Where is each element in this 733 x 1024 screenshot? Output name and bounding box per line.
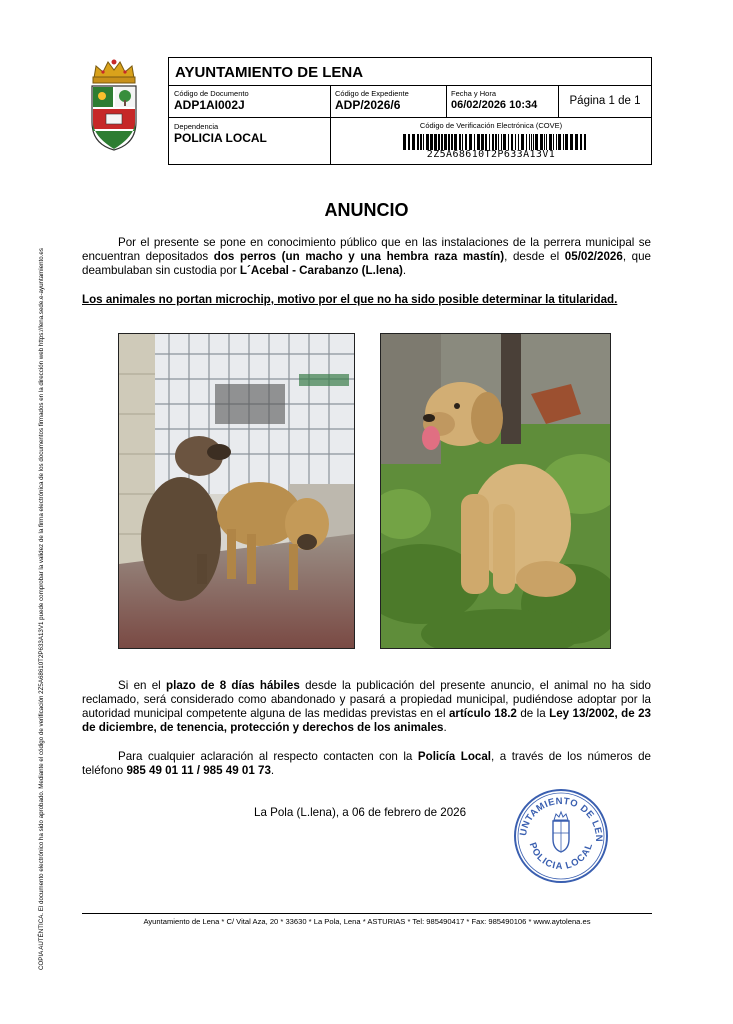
p1-bold-location: L´Acebal - Carabanzo (L.lena) bbox=[239, 264, 403, 277]
p3-text-1: Para cualquier aclaración al respecto contacten con la bbox=[118, 750, 418, 763]
microchip-notice: Los animales no portan microchip, motivo por el que no ha sido posible determinar la titularidad. bbox=[82, 293, 618, 306]
p3-bold-police: Policía Local bbox=[417, 750, 492, 763]
p3-bold-phones: 985 49 01 11 / 985 49 01 73 bbox=[126, 764, 271, 777]
dependencia-label: Dependencia bbox=[174, 122, 219, 131]
dependencia-cell bbox=[169, 118, 331, 164]
p2-text-2: desde la publicación del presente anuncio, el animal no ha sido reclamado, será considerado como abandonado y pasará a propiedad municipal, pudiéndose adoptar por la autoridad municipal competente alguna de las medidas previstas en el bbox=[82, 679, 651, 720]
p2-text-3: de la bbox=[516, 707, 550, 720]
doc-code-label: Código de Documento bbox=[174, 89, 249, 98]
exp-code-cell bbox=[331, 86, 447, 118]
dependencia-value: POLICIA LOCAL bbox=[174, 131, 267, 145]
deadline-paragraph bbox=[82, 679, 651, 735]
date-cell bbox=[447, 86, 559, 118]
document-title: ANUNCIO bbox=[324, 200, 409, 220]
doc-code-cell bbox=[169, 86, 331, 118]
p3-text-3: . bbox=[270, 764, 275, 777]
p1-text-2: , desde el bbox=[504, 250, 565, 263]
cove-label: Código de Verificación Electrónica (COVE) bbox=[419, 121, 563, 130]
footer-divider bbox=[82, 913, 652, 914]
date-label: Fecha y Hora bbox=[451, 89, 497, 98]
contact-paragraph bbox=[82, 750, 651, 778]
svg-text:AYUNTAMIENTO DE LENA: UNTAMIENTO DE LEN bbox=[518, 795, 605, 843]
p3-text-2: , a través de los números de teléfono bbox=[82, 750, 651, 777]
side-text-content: COPIA AUTÉNTICA. El documento electrónico ha sido aprobado. Mediante el código de verificación 2Z5A68610T2P633A13V1 puede comprobar la validez de la firma electrónica de los documentos firmados en la dirección web https://lena.sede.e-ayuntamiento.es bbox=[38, 248, 45, 970]
police-seal-stamp bbox=[512, 787, 610, 885]
page-number: Página 1 de 1 bbox=[559, 86, 651, 118]
p2-text-4: . bbox=[443, 721, 447, 734]
p2-bold-deadline: plazo de 8 días hábiles bbox=[166, 679, 300, 692]
cove-code: 2Z5A68610T2P633A13V1 bbox=[426, 149, 556, 160]
cove-cell bbox=[331, 118, 651, 164]
p2-text-1: Si en el bbox=[118, 679, 167, 692]
p1-text-1: Por el presente se pone en conocimiento público que en las instalaciones de la perrera municipal se encuentran depositados bbox=[82, 236, 651, 263]
municipal-crest-logo bbox=[86, 56, 142, 154]
photo-dog-sitting-grass bbox=[380, 333, 611, 649]
exp-code-value: ADP/2026/6 bbox=[335, 98, 401, 112]
signature-place-date: La Pola (L.lena), a 06 de febrero de 2026 bbox=[254, 806, 467, 819]
cove-barcode bbox=[403, 134, 587, 150]
footer-contact-info: Ayuntamiento de Lena * C/ Vital Aza, 20 * 33630 * La Pola, Lena * ASTURIAS * Tel: 985490417 * Fax: 985490106 * www.aytolena.es bbox=[143, 917, 591, 926]
p1-bold-dogs: dos perros (un macho y una hembra raza mastín) bbox=[213, 250, 505, 263]
date-value: 06/02/2026 10:34 bbox=[451, 99, 538, 111]
document-header-table bbox=[168, 57, 652, 165]
p2-bold-article: artículo 18.2 bbox=[448, 707, 517, 720]
photo-two-dogs-kennel bbox=[118, 333, 355, 649]
exp-code-label: Código de Expediente bbox=[335, 89, 409, 98]
doc-code-value: ADP1AI002J bbox=[174, 98, 245, 112]
p2-bold-law: Ley 13/2002, de 23 de diciembre, de tenencia, protección y derechos de los animales bbox=[82, 707, 651, 734]
p1-text-3: , que deambulaban sin custodia por bbox=[82, 250, 652, 277]
p1-text-4: . bbox=[402, 264, 407, 277]
p1-bold-date: 05/02/2026 bbox=[564, 250, 623, 263]
svg-text:POLICIA LOCAL: POLICIA LOCAL bbox=[526, 841, 596, 873]
header-org-title: AYUNTAMIENTO DE LENA bbox=[169, 58, 651, 86]
intro-paragraph bbox=[82, 236, 651, 278]
side-verification-text bbox=[38, 180, 52, 970]
